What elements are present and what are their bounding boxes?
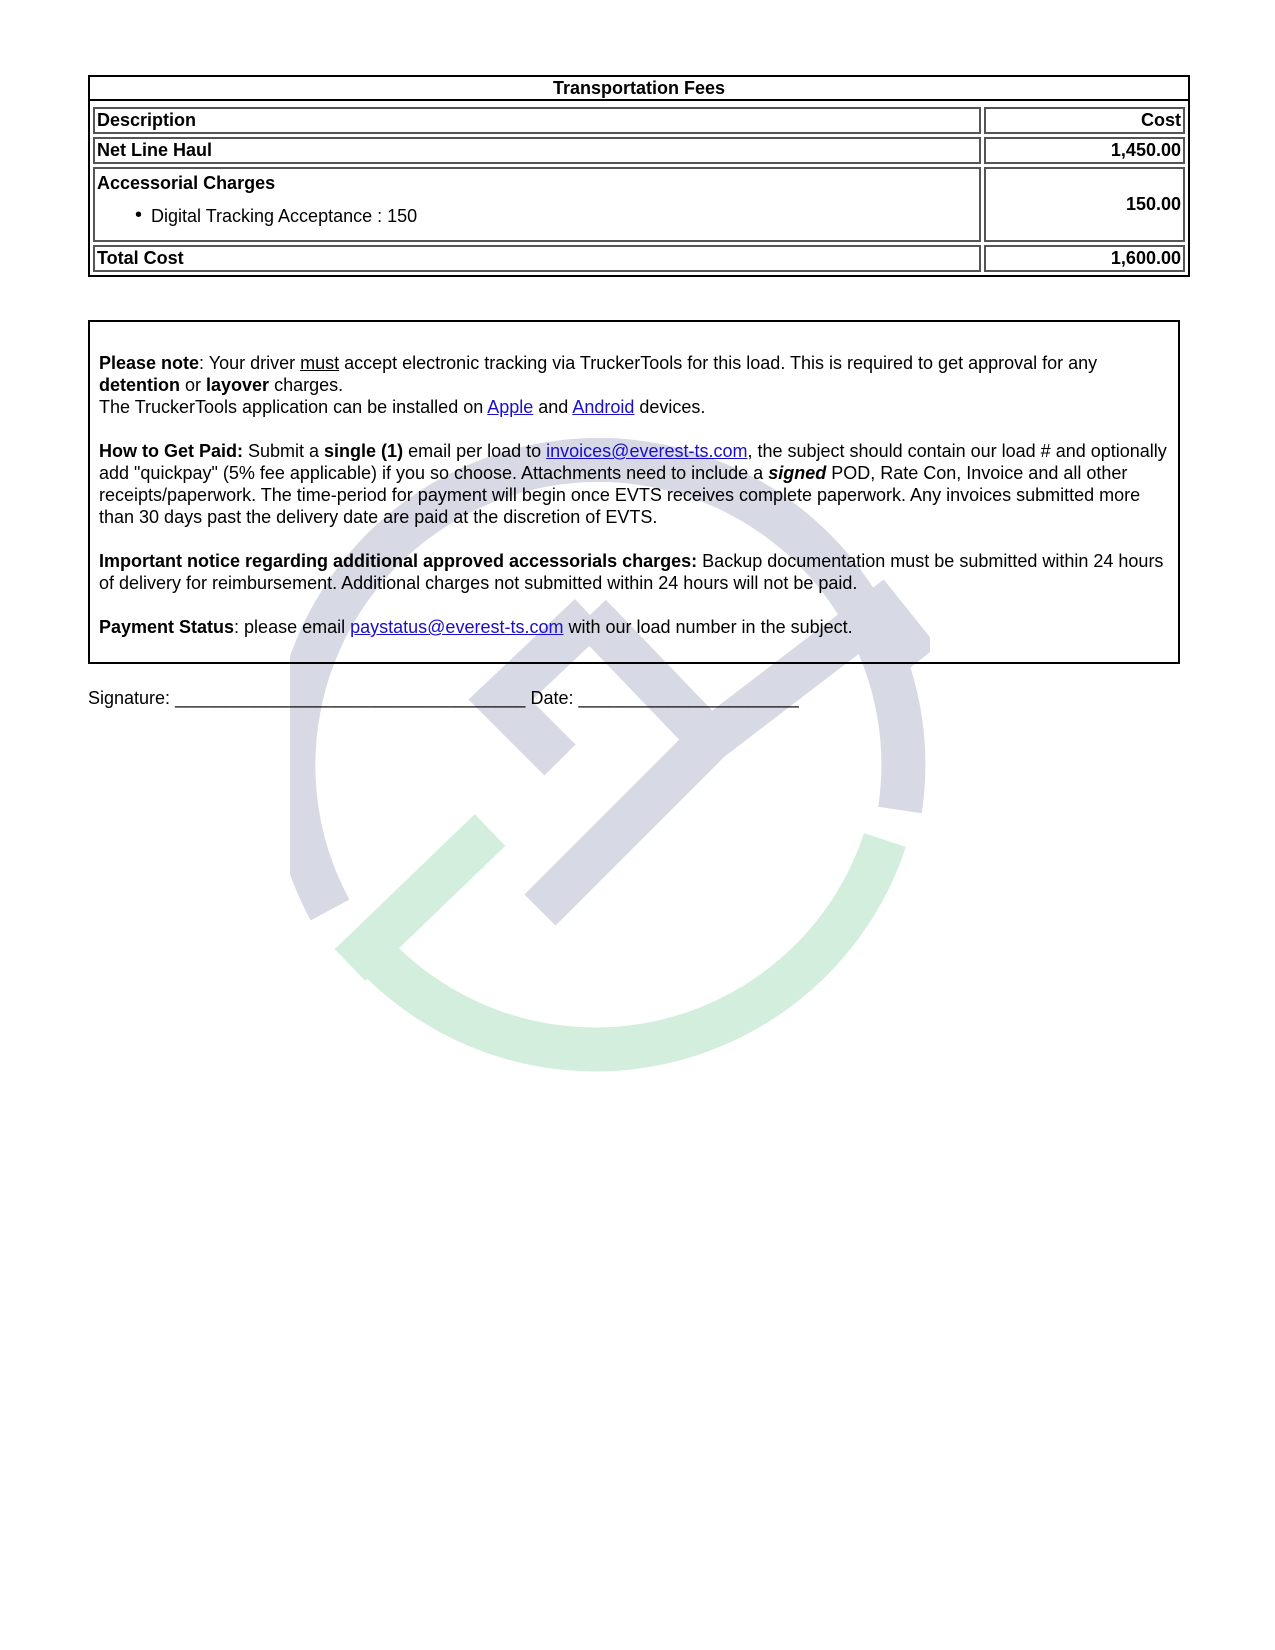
table-row-header <box>93 107 1185 134</box>
fees-grid <box>90 101 1188 275</box>
detention-text: detention <box>99 375 180 395</box>
note-text: : Your driver <box>199 353 301 373</box>
note-text: charges. <box>269 375 344 395</box>
note-text: accept electronic tracking via TruckerTools for this load. This is required to get approval for any <box>339 353 1098 373</box>
signature-label: Signature: <box>88 688 176 708</box>
how-to-get-paid-heading: How to Get Paid: <box>99 441 243 461</box>
android-link[interactable]: Android <box>572 397 635 417</box>
accessorial-cost: 150.00 <box>984 167 1185 242</box>
payment-status-heading: Payment Status <box>99 617 235 637</box>
note-text: and <box>533 397 573 417</box>
note-text: or <box>180 375 207 395</box>
must-text: must <box>300 353 340 373</box>
note-text: POD, Rate Con, Invoice and all other receipts/paperwork. The time-period for payment will begin once EVTS receives complete paperwork. Any invoices submitted more than 30 days past the delivery date are paid at the discretion of EVTS. <box>99 463 1141 527</box>
note-text: devices. <box>634 397 706 417</box>
date-blank: ______________________ <box>578 688 799 708</box>
how-to-get-paid-paragraph <box>99 440 1169 528</box>
note-text: email per load to <box>403 441 547 461</box>
net-line-haul-cost: 1,450.00 <box>984 137 1185 164</box>
transportation-fees-table <box>88 75 1190 277</box>
notes-box <box>88 320 1180 664</box>
header-cost: Cost <box>984 107 1185 134</box>
please-note-heading: Please note <box>99 353 200 373</box>
table-row-accessorial <box>93 167 1185 242</box>
total-cost-value: 1,600.00 <box>984 245 1185 272</box>
total-cost-label: Total Cost <box>93 245 981 272</box>
note-text: with our load number in the subject. <box>563 617 853 637</box>
signature-line <box>88 688 799 709</box>
accessorial-list <box>135 206 977 227</box>
signature-blank: ___________________________________ <box>175 688 526 708</box>
table-row-total <box>93 245 1185 272</box>
net-line-haul-label: Net Line Haul <box>93 137 981 164</box>
date-label: Date: <box>525 688 579 708</box>
note-text: , the subject should contain our load # and optionally add "quickpay" (5% fee applicable) if you so choose. Attachments need to include a <box>99 441 1167 483</box>
note-text: The TruckerTools application can be installed on <box>99 397 488 417</box>
payment-status-paragraph <box>99 616 1169 638</box>
accessorial-label: Accessorial Charges <box>97 173 276 193</box>
header-description: Description <box>93 107 981 134</box>
table-row-net-line-haul <box>93 137 1185 164</box>
accessorials-notice-paragraph <box>99 550 1169 594</box>
paystatus-email-link[interactable]: paystatus@everest-ts.com <box>350 617 564 637</box>
apple-link[interactable]: Apple <box>487 397 534 417</box>
invoices-email-link[interactable]: invoices@everest-ts.com <box>546 441 748 461</box>
logo-green-chevron <box>350 830 490 965</box>
fees-title: Transportation Fees <box>90 77 1188 101</box>
note-text: : please email <box>234 617 351 637</box>
note-text: Submit a <box>243 441 325 461</box>
layover-text: layover <box>206 375 270 395</box>
accessorials-notice-heading: Important notice regarding additional approved accessorials charges: <box>99 551 698 571</box>
list-item: • Digital Tracking Acceptance : 150 <box>135 206 977 227</box>
single-text: single (1) <box>324 441 404 461</box>
accessorial-cell <box>93 167 981 242</box>
please-note-paragraph <box>99 352 1169 418</box>
note-text: Backup documentation must be submitted within 24 hours of delivery for reimbursement. Additional charges not submitted within 24 hours will not be paid. <box>99 551 1164 593</box>
signed-text: signed <box>768 463 827 483</box>
